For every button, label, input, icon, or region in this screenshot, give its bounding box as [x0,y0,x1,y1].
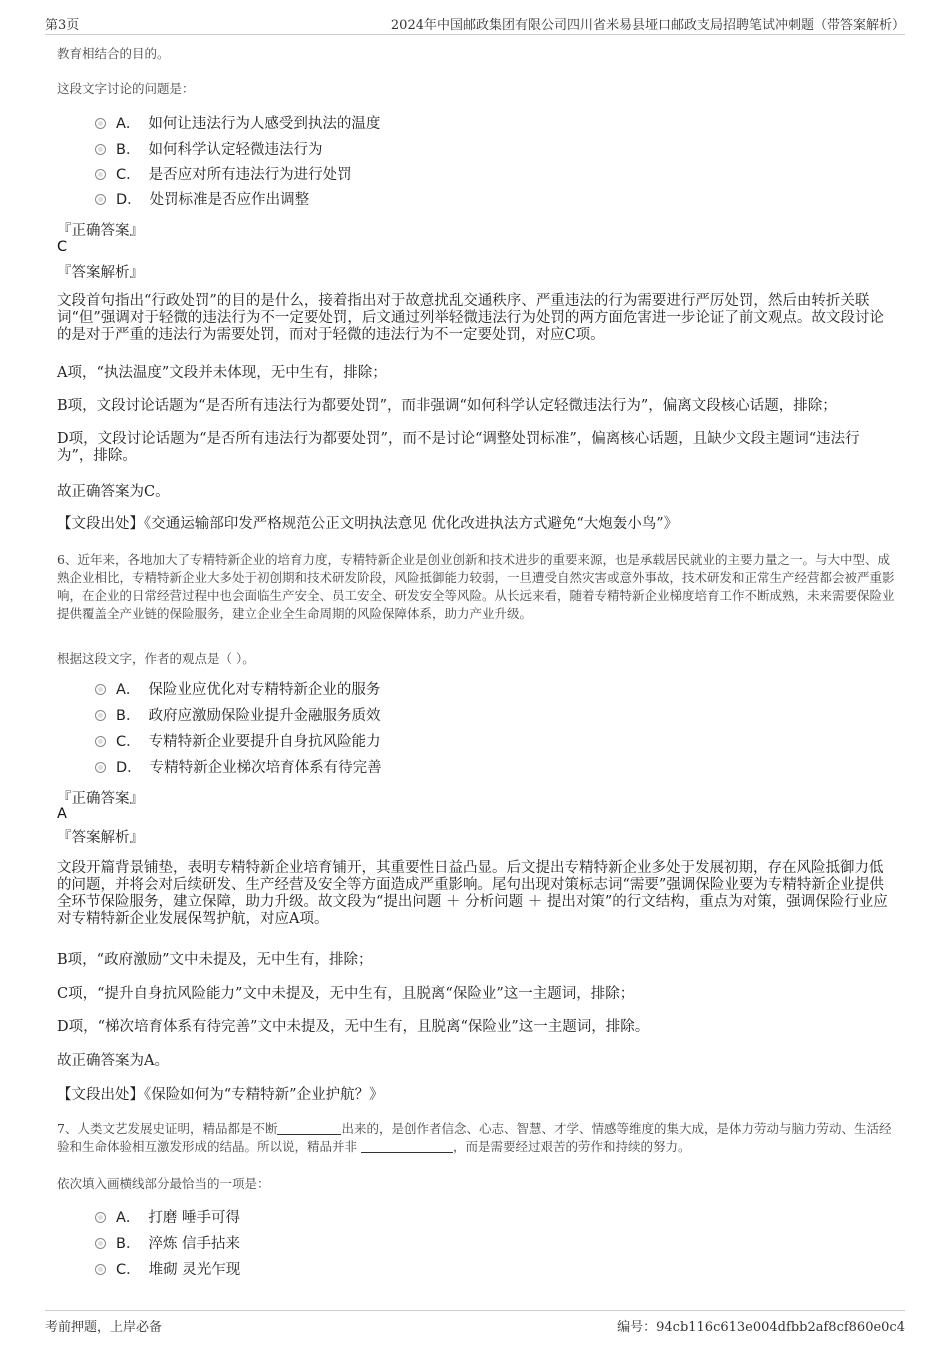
q7-option-a[interactable]: A． 打磨 唾手可得 [95,1208,240,1228]
q5-option-a[interactable]: A． 如何让违法行为人感受到执法的温度 [95,114,380,134]
q5-prompt: 这段文字讨论的问题是： [57,81,195,96]
page-footer [45,1310,905,1337]
document-title: 2024年中国邮政集团有限公司四川省米易县垭口邮政支局招聘笔试冲刺题（带答案解析） [390,18,905,33]
q5-intro-tail: 教育相结合的目的。 [57,46,170,61]
radio-icon[interactable] [95,144,106,155]
radio-icon[interactable] [95,684,106,695]
q5-option-c[interactable]: C． 是否应对所有违法行为进行处罚 [95,165,352,185]
q5-analysis-label: 『答案解析』 [57,265,144,281]
q7-stem: 7、人类文艺发展史证明，精品都是不断 出来的，是创作者信念、心志、智慧、才学、情感等维度的集大成，是体力劳动与脑力劳动、生活经验和生命体验相互激发形成的结晶。所以说，精品并非 ，而是需要经过艰苦的劳作和持续的努力。 [57,1121,892,1154]
radio-icon[interactable] [95,169,106,180]
radio-icon[interactable] [95,1264,106,1275]
q6-source: 【文段出处】《保险如何为“专精特新”企业护航？》 [57,1087,384,1103]
fill-blank-1 [277,1134,341,1135]
radio-icon[interactable] [95,736,106,747]
q5-analysis-d: D项，文段讨论话题为“是否所有违法行为都要处罚”，而不是讨论“调整处罚标准”，偏离核心话题，且缺少文段主题词“违法行为”，排除。 [57,431,860,464]
q6-prompt: 根据这段文字，作者的观点是（ ）。 [57,651,255,666]
q6-analysis-b: B项，“政府激励”文中未提及，无中生有，排除； [57,952,373,968]
q6-analysis-c: C项，“提升自身抗风险能力”文中未提及，无中生有，且脱离“保险业”这一主题词，排除； [57,986,635,1002]
q6-stem: 6、近年来，各地加大了专精特新企业的培育力度，专精特新企业是创业创新和技术进步的重要来源，也是承载居民就业的主要力量之一。与大中型、成熟企业相比，专精特新企业大多处于初创期和技术研发阶段，风险抵御能力较弱，一旦遭受自然灾害或意外事故，技术研发和正常生产经营都会被严重影响，在企业的日常经营过程中也会面临生产安全、员工安全、研发安全等风险。从长远来看，随着专精特新企业梯度培育工作不断成熟，未来需要保险业提供覆盖全产业链的保险服务，建立企业全生命周期的风险保障体系，助力产业升级。 [57,552,895,621]
radio-icon[interactable] [95,710,106,721]
radio-icon[interactable] [95,762,106,773]
q5-analysis-a: A项，“执法温度”文段并未体现，无中生有，排除； [57,365,387,381]
q7-option-c[interactable]: C． 堆砌 灵光乍现 [95,1260,240,1280]
q5-answer: C [57,239,68,255]
q5-conclusion: 故正确答案为C。 [57,484,170,500]
q6-analysis-label: 『答案解析』 [57,830,144,846]
radio-icon[interactable] [95,194,106,205]
q6-answer-label: 『正确答案』 [57,791,144,807]
q5-source: 【文段出处】《交通运输部印发严格规范公正文明执法意见 优化改进执法方式避免“大炮轰小鸟”》 [57,516,679,532]
q6-option-a[interactable]: A． 保险业应优化对专精特新企业的服务 [95,680,380,700]
q6-answer: A [57,806,67,822]
radio-icon[interactable] [95,118,106,129]
fill-blank-2 [361,1152,453,1153]
q6-analysis-d: D项，“梯次培育体系有待完善”文中未提及，无中生有，且脱离“保险业”这一主题词，排除。 [57,1019,650,1035]
page-header [45,14,905,35]
q5-analysis-b: B项，文段讨论话题为“是否所有违法行为都要处罚”，而非强调“如何科学认定轻微违法行为”，偏离文段核心话题，排除； [57,398,837,414]
q5-analysis-main: 文段首句指出“行政处罚”的目的是什么，接着指出对于故意扰乱交通秩序、严重违法的行为需要进行严厉处罚，然后由转折关联词“但”强调对于轻微的违法行为不一定要处罚，后文通过列举轻微违法行为处罚的两方面危害进一步论证了前文观点。故文段讨论的是对于严重的违法行为需要处罚，而对于轻微的违法行为不一定要处罚，对应C项。 [57,293,884,343]
q7-option-b[interactable]: B． 淬炼 信手拈来 [95,1234,240,1254]
radio-icon[interactable] [95,1238,106,1249]
q5-option-d[interactable]: D． 处罚标准是否应作出调整 [95,190,309,210]
q7-prompt: 依次填入画横线部分最恰当的一项是： [57,1176,270,1191]
q6-option-b[interactable]: B． 政府应激励保险业提升金融服务质效 [95,706,380,726]
document-code: 编号：94cb116c613e004dfbb2af8cf860e0c4 [617,1320,905,1335]
q6-conclusion: 故正确答案为A。 [57,1053,169,1069]
footer-slogan: 考前押题，上岸必备 [45,1320,163,1335]
q6-option-d[interactable]: D． 专精特新企业梯次培育体系有待完善 [95,758,382,778]
q5-option-b[interactable]: B． 如何科学认定轻微违法行为 [95,140,322,160]
q5-answer-label: 『正确答案』 [57,223,144,239]
page-number: 第3页 [45,18,80,33]
radio-icon[interactable] [95,1212,106,1223]
q6-option-c[interactable]: C． 专精特新企业要提升自身抗风险能力 [95,732,381,752]
q6-analysis-main: 文段开篇背景铺垫，表明专精特新企业培育铺开，其重要性日益凸显。后文提出专精特新企业多处于发展初期，存在风险抵御力低的问题，并将会对后续研发、生产经营及安全等方面造成严重影响。尾句出现对策标志词“需要”强调保险业要为专精特新企业提供全环节保险服务，建立保障，助力升级。故文段为“提出问题 ＋ 分析问题 ＋ 提出对策”的行文结构，重点为对策，强调保险行业应对专精特新企业发展保驾护航，对应A项。 [57,860,888,927]
